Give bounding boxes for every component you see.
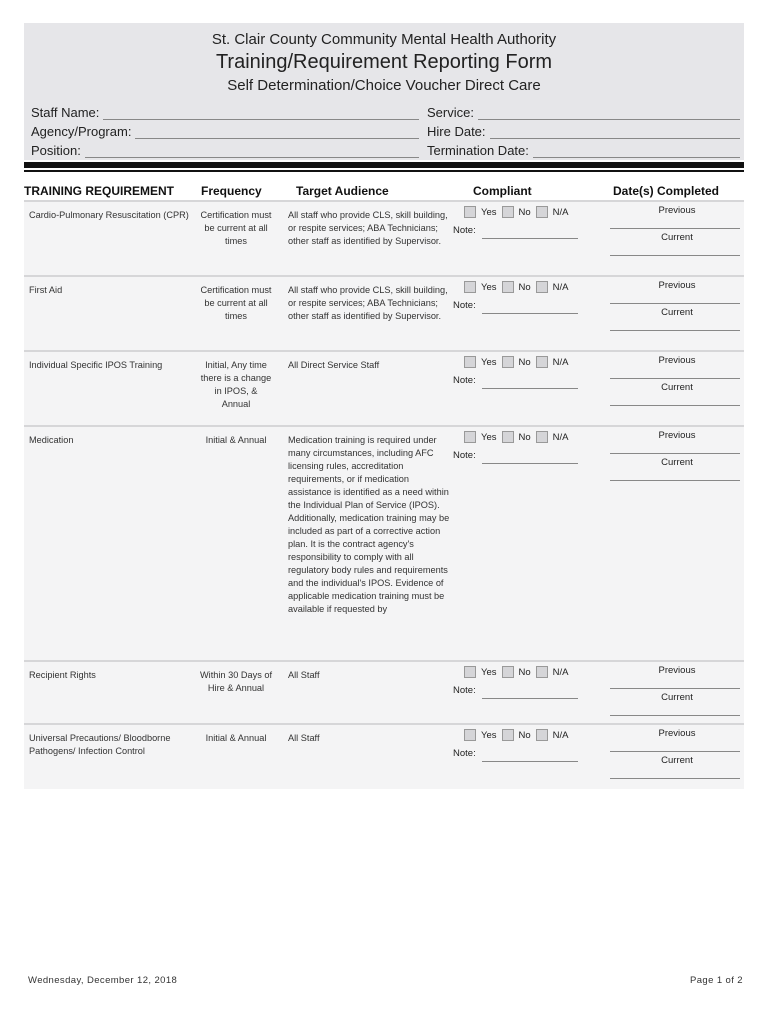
position-field[interactable]: [31, 143, 419, 158]
current-date-label: Current: [661, 692, 693, 703]
audience-text: All staff who provide CLS, skill building, or respite services; ABA Technicians; other staff as identified by Supervisor.: [288, 285, 448, 321]
staff-name-label: Staff Name:: [31, 105, 100, 120]
na-label: N/A: [552, 356, 569, 368]
termination-date-field[interactable]: [427, 143, 740, 158]
column-header-compliant: Compliant: [473, 184, 532, 198]
yes-label: Yes: [481, 729, 497, 741]
compliant-options: [464, 281, 574, 293]
current-date-label: Current: [661, 382, 693, 393]
note-line[interactable]: [482, 761, 578, 762]
note-label: Note:: [453, 375, 476, 386]
column-header-requirement: TRAINING REQUIREMENT: [24, 184, 174, 198]
current-date-line[interactable]: [610, 255, 740, 256]
requirement-name: Cardio-Pulmonary Resuscitation (CPR): [29, 210, 189, 220]
training-row-medication: [24, 425, 744, 661]
note-line[interactable]: [482, 313, 578, 314]
note-line[interactable]: [482, 238, 578, 239]
frequency-text: Initial, Any time there is a change in IPOS, & Annual: [200, 360, 272, 409]
audience-text: All Direct Service Staff: [288, 360, 380, 370]
note-label: Note:: [453, 748, 476, 759]
requirement-name: Universal Precautions/ Bloodborne Pathogens/ Infection Control: [29, 733, 171, 756]
footer-date: Wednesday, December 12, 2018: [28, 975, 178, 986]
footer-page-number: Page 1 of 2: [690, 975, 743, 986]
note-label: Note:: [453, 685, 476, 696]
audience-text: All Staff: [288, 670, 320, 680]
current-date-label: Current: [661, 457, 693, 468]
training-row-first-aid: [24, 275, 744, 351]
current-date-line[interactable]: [610, 405, 740, 406]
training-row-recipient-rights: [24, 660, 744, 724]
yes-checkbox[interactable]: [464, 431, 476, 443]
agency-program-field[interactable]: [31, 124, 419, 139]
no-checkbox[interactable]: [502, 206, 514, 218]
agency-program-line[interactable]: [135, 128, 419, 139]
hire-date-label: Hire Date:: [427, 124, 486, 139]
audience-text: Medication training is required under many circumstances, including AFC licensing rules, accreditation requirements, or if medication assistance is identified as a need within the Individual Plan of Service (IPOS). Additionally, medication training may be included as part of a corrective action plan. It is the contract agency's responsibility to comply with all regulatory body rules and requirements and the individual's IPOS. Evidence of applicable medication training must be available if requested by: [288, 435, 450, 614]
header-divider-thick: [24, 162, 744, 168]
frequency-text: Initial & Annual: [205, 435, 267, 445]
audience-text: All staff who provide CLS, skill building, or respite services; ABA Technicians; other staff as identified by Supervisor.: [288, 210, 448, 246]
na-checkbox[interactable]: [536, 281, 548, 293]
no-label: No: [518, 729, 531, 741]
requirement-name: Recipient Rights: [29, 670, 96, 680]
previous-date-label: Previous: [658, 665, 696, 676]
compliant-options: [464, 431, 574, 443]
frequency-text: Initial & Annual: [205, 733, 267, 743]
na-checkbox[interactable]: [536, 431, 548, 443]
na-label: N/A: [552, 206, 569, 218]
no-checkbox[interactable]: [502, 356, 514, 368]
current-date-line[interactable]: [610, 778, 740, 779]
previous-date-line[interactable]: [610, 751, 740, 752]
compliant-options: [464, 729, 574, 741]
current-date-line[interactable]: [610, 480, 740, 481]
yes-checkbox[interactable]: [464, 356, 476, 368]
requirement-name: Medication: [29, 435, 74, 445]
frequency-text: Certification must be current at all times: [200, 210, 272, 246]
current-date-label: Current: [661, 755, 693, 766]
column-header-dates: Date(s) Completed: [613, 184, 720, 198]
yes-checkbox[interactable]: [464, 281, 476, 293]
frequency-text: Within 30 Days of Hire & Annual: [200, 670, 272, 693]
no-checkbox[interactable]: [502, 666, 514, 678]
frequency-text: Certification must be current at all times: [200, 285, 272, 321]
na-label: N/A: [552, 729, 569, 741]
hire-date-line[interactable]: [490, 128, 740, 139]
previous-date-label: Previous: [658, 280, 696, 291]
note-label: Note:: [453, 450, 476, 461]
compliant-options: [464, 666, 574, 678]
note-label: Note:: [453, 300, 476, 311]
termination-date-label: Termination Date:: [427, 143, 529, 158]
yes-checkbox[interactable]: [464, 206, 476, 218]
termination-date-line[interactable]: [533, 147, 740, 158]
na-checkbox[interactable]: [536, 666, 548, 678]
service-field[interactable]: [427, 105, 740, 120]
form-title: Training/Requirement Reporting Form: [215, 51, 553, 73]
previous-date-line[interactable]: [610, 303, 740, 304]
note-line[interactable]: [482, 388, 578, 389]
na-label: N/A: [552, 281, 569, 293]
yes-label: Yes: [481, 206, 497, 218]
no-label: No: [518, 206, 531, 218]
previous-date-line[interactable]: [610, 688, 740, 689]
agency-program-label: Agency/Program:: [31, 124, 132, 139]
column-header-frequency: Frequency: [201, 184, 262, 198]
no-label: No: [518, 431, 531, 443]
training-row-universal-precautions: [24, 723, 744, 789]
current-date-line[interactable]: [610, 715, 740, 716]
previous-date-line[interactable]: [610, 378, 740, 379]
current-date-label: Current: [661, 232, 693, 243]
compliant-options: [464, 206, 574, 218]
training-row-ipos-training: [24, 350, 744, 426]
requirement-name: First Aid: [29, 285, 63, 295]
no-label: No: [518, 666, 531, 678]
na-checkbox[interactable]: [536, 356, 548, 368]
previous-date-label: Previous: [658, 355, 696, 366]
previous-date-line[interactable]: [610, 228, 740, 229]
yes-checkbox[interactable]: [464, 729, 476, 741]
current-date-label: Current: [661, 307, 693, 318]
yes-checkbox[interactable]: [464, 666, 476, 678]
yes-label: Yes: [481, 431, 497, 443]
no-checkbox[interactable]: [502, 431, 514, 443]
requirement-name: Individual Specific IPOS Training: [29, 360, 163, 370]
previous-date-label: Previous: [658, 430, 696, 441]
current-date-line[interactable]: [610, 330, 740, 331]
na-checkbox[interactable]: [536, 206, 548, 218]
hire-date-field[interactable]: [427, 124, 740, 139]
organization-name: St. Clair County Community Mental Health Authority: [211, 31, 557, 48]
no-checkbox[interactable]: [502, 281, 514, 293]
compliant-options: [464, 356, 574, 368]
training-row-cpr: [24, 200, 744, 276]
yes-label: Yes: [481, 666, 497, 678]
service-label: Service:: [427, 105, 474, 120]
position-label: Position:: [31, 143, 81, 158]
staff-name-field[interactable]: [31, 105, 419, 120]
na-label: N/A: [552, 431, 569, 443]
no-label: No: [518, 281, 531, 293]
audience-text: All Staff: [288, 733, 320, 743]
service-line[interactable]: [478, 109, 740, 120]
staff-name-line[interactable]: [103, 109, 419, 120]
previous-date-label: Previous: [658, 728, 696, 739]
note-line[interactable]: [482, 463, 578, 464]
form-header: [24, 23, 744, 160]
column-header-audience: Target Audience: [296, 184, 389, 198]
na-label: N/A: [552, 666, 569, 678]
no-checkbox[interactable]: [502, 729, 514, 741]
position-line[interactable]: [85, 147, 419, 158]
no-label: No: [518, 356, 531, 368]
note-line[interactable]: [482, 698, 578, 699]
previous-date-label: Previous: [658, 205, 696, 216]
note-label: Note:: [453, 225, 476, 236]
yes-label: Yes: [481, 356, 497, 368]
form-subtitle: Self Determination/Choice Voucher Direct Care: [227, 77, 541, 94]
header-divider-thin: [24, 170, 744, 172]
previous-date-line[interactable]: [610, 453, 740, 454]
yes-label: Yes: [481, 281, 497, 293]
na-checkbox[interactable]: [536, 729, 548, 741]
